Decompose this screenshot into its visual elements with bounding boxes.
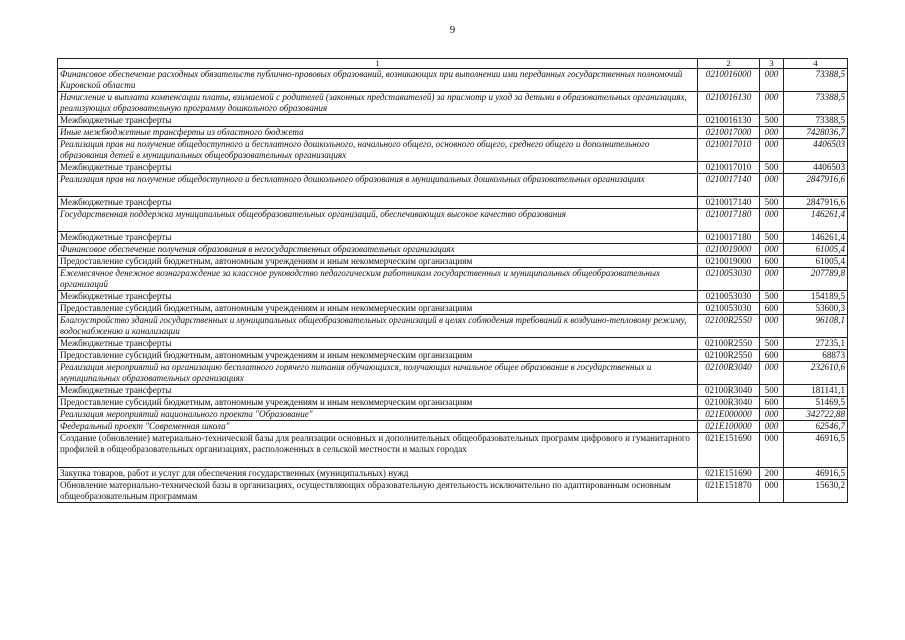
row-vr-cell: 000	[760, 362, 784, 385]
row-amount-cell: 154189,5	[784, 291, 848, 303]
row-name-cell: Реализация прав на получение общедоступного и бесплатного дошкольного образования в муниципальных дошкольных образовательных организациях	[58, 174, 698, 197]
row-code-cell: 021E151690	[698, 468, 760, 480]
table-row	[58, 209, 848, 232]
table-row	[58, 409, 848, 421]
row-vr-cell: 000	[760, 244, 784, 256]
row-name-cell: Финансовое обеспечение расходных обязательств публично-правовых образований, возникающих при выполнении ими переданных государственных полномочий Кировской области	[58, 69, 698, 92]
row-code-cell: 0210017140	[698, 174, 760, 197]
row-vr-cell: 000	[760, 433, 784, 468]
row-name-cell: Финансовое обеспечение получения образования в негосударственных образовательных организациях	[58, 244, 698, 256]
row-name-cell: Межбюджетные трансферты	[58, 162, 698, 174]
row-vr-cell: 600	[760, 397, 784, 409]
row-name-cell: Предоставление субсидий бюджетным, автономным учреждениям и иным некоммерческим организациям	[58, 350, 698, 362]
row-amount-cell: 61005,4	[784, 244, 848, 256]
row-code-cell: 0210017180	[698, 232, 760, 244]
row-name-cell: Обновление материально-технической базы в организациях, осуществляющих образовательную деятельность исключительно по адаптированным основным общеобразовательным программам	[58, 480, 698, 503]
row-name-cell: Реализация мероприятий национального проекта "Образование"	[58, 409, 698, 421]
table-row	[58, 362, 848, 385]
row-vr-cell: 500	[760, 197, 784, 209]
row-vr-cell: 500	[760, 232, 784, 244]
row-code-cell: 0210016130	[698, 92, 760, 115]
row-vr-cell: 000	[760, 421, 784, 433]
row-amount-cell: 146261,4	[784, 209, 848, 232]
row-code-cell: 02100R2550	[698, 315, 760, 338]
row-code-cell: 0210019000	[698, 256, 760, 268]
row-name-cell: Межбюджетные трансферты	[58, 232, 698, 244]
row-code-cell: 021E100000	[698, 421, 760, 433]
row-amount-cell: 73388,5	[784, 69, 848, 92]
row-vr-cell: 000	[760, 174, 784, 197]
row-code-cell: 0210017000	[698, 127, 760, 139]
row-name-cell: Закупка товаров, работ и услуг для обеспечения государственных (муниципальных) нужд	[58, 468, 698, 480]
row-vr-cell: 600	[760, 350, 784, 362]
row-amount-cell: 73388,5	[784, 92, 848, 115]
table-row	[58, 397, 848, 409]
row-name-cell: Межбюджетные трансферты	[58, 291, 698, 303]
page-number: 9	[449, 24, 456, 36]
row-code-cell: 0210017140	[698, 197, 760, 209]
row-name-cell: Реализация мероприятий на организацию бесплатного горячего питания обучающихся, получающих начальное общее образование в государственных и муниципальных образовательных организациях	[58, 362, 698, 385]
header-col-amount: 4	[784, 59, 848, 69]
header-col-vr: 3	[760, 59, 784, 69]
row-amount-cell: 207789,8	[784, 268, 848, 291]
header-col-code: 2	[698, 59, 760, 69]
row-vr-cell: 000	[760, 139, 784, 162]
row-vr-cell: 000	[760, 69, 784, 92]
header-col-name: 1	[58, 59, 698, 69]
row-amount-cell: 7428036,7	[784, 127, 848, 139]
row-code-cell: 0210053030	[698, 291, 760, 303]
row-name-cell: Начисление и выплата компенсации платы, взимаемой с родителей (законных представителей) за присмотр и уход за детьми в образовательных организациях, реализующих образовательную программу дошкольного образования	[58, 92, 698, 115]
table-row	[58, 433, 848, 468]
row-amount-cell: 51469,5	[784, 397, 848, 409]
row-name-cell: Межбюджетные трансферты	[58, 115, 698, 127]
table-row	[58, 291, 848, 303]
table-row	[58, 268, 848, 291]
row-name-cell: Предоставление субсидий бюджетным, автономным учреждениям и иным некоммерческим организациям	[58, 397, 698, 409]
table-row	[58, 350, 848, 362]
row-amount-cell: 62546,7	[784, 421, 848, 433]
row-code-cell: 02100R2550	[698, 350, 760, 362]
row-code-cell: 0210016130	[698, 115, 760, 127]
row-amount-cell: 146261,4	[784, 232, 848, 244]
row-name-cell: Ежемесячное денежное вознаграждение за классное руководство педагогическим работникам государственных и муниципальных общеобразовательных организаций	[58, 268, 698, 291]
table-header-row	[58, 59, 848, 69]
row-amount-cell: 232610,6	[784, 362, 848, 385]
table-row	[58, 468, 848, 480]
row-name-cell: Иные межбюджетные трансферты из областного бюджета	[58, 127, 698, 139]
row-amount-cell: 342722,88	[784, 409, 848, 421]
row-code-cell: 021E151690	[698, 433, 760, 468]
row-code-cell: 0210017010	[698, 139, 760, 162]
table-row	[58, 303, 848, 315]
row-vr-cell: 500	[760, 115, 784, 127]
row-amount-cell: 4406503	[784, 162, 848, 174]
row-name-cell: Предоставление субсидий бюджетным, автономным учреждениям и иным некоммерческим организациям	[58, 256, 698, 268]
table-row	[58, 115, 848, 127]
row-name-cell: Межбюджетные трансферты	[58, 385, 698, 397]
row-amount-cell: 15630,2	[784, 480, 848, 503]
row-code-cell: 0210017010	[698, 162, 760, 174]
table-row	[58, 162, 848, 174]
row-name-cell: Создание (обновление) материально-технической базы для реализации основных и дополнительных общеобразовательных программ цифрового и гуманитарного профилей в общеобразовательных организациях, расположенных в сельской местности и малых городах	[58, 433, 698, 468]
table-row	[58, 197, 848, 209]
row-amount-cell: 68873	[784, 350, 848, 362]
row-vr-cell: 200	[760, 468, 784, 480]
row-vr-cell: 000	[760, 480, 784, 503]
table-row	[58, 232, 848, 244]
row-code-cell: 0210016000	[698, 69, 760, 92]
row-vr-cell: 000	[760, 268, 784, 291]
row-code-cell: 0210019000	[698, 244, 760, 256]
table-row	[58, 139, 848, 162]
row-amount-cell: 61005,4	[784, 256, 848, 268]
table-row	[58, 385, 848, 397]
table-row	[58, 174, 848, 197]
row-vr-cell: 000	[760, 409, 784, 421]
row-code-cell: 0210053030	[698, 303, 760, 315]
row-amount-cell: 181141,1	[784, 385, 848, 397]
row-code-cell: 02100R3040	[698, 385, 760, 397]
row-name-cell: Межбюджетные трансферты	[58, 197, 698, 209]
row-vr-cell: 500	[760, 338, 784, 350]
row-vr-cell: 000	[760, 315, 784, 338]
row-code-cell: 02100R3040	[698, 397, 760, 409]
row-vr-cell: 500	[760, 291, 784, 303]
row-amount-cell: 27235,1	[784, 338, 848, 350]
row-amount-cell: 53600,3	[784, 303, 848, 315]
table-row	[58, 480, 848, 503]
row-name-cell: Межбюджетные трансферты	[58, 338, 698, 350]
row-code-cell: 0210017180	[698, 209, 760, 232]
table-row	[58, 127, 848, 139]
row-vr-cell: 500	[760, 385, 784, 397]
row-name-cell: Реализация прав на получение общедоступного и бесплатного дошкольного, начального общего, основного общего, среднего общего и дополнительного образования детей в муниципальных общеобразовательных организациях	[58, 139, 698, 162]
row-name-cell: Благоустройство зданий государственных и муниципальных общеобразовательных организаций в целях соблюдения требований к воздушно-тепловому режиму, водоснабжению и канализации	[58, 315, 698, 338]
row-vr-cell: 600	[760, 303, 784, 315]
budget-table	[57, 58, 848, 503]
row-amount-cell: 46916,5	[784, 433, 848, 468]
row-amount-cell: 96108,1	[784, 315, 848, 338]
row-vr-cell: 000	[760, 209, 784, 232]
row-name-cell: Федеральный проект "Современная школа"	[58, 421, 698, 433]
row-code-cell: 021E000000	[698, 409, 760, 421]
row-amount-cell: 46916,5	[784, 468, 848, 480]
row-vr-cell: 000	[760, 127, 784, 139]
row-amount-cell: 2847916,6	[784, 174, 848, 197]
row-name-cell: Предоставление субсидий бюджетным, автономным учреждениям и иным некоммерческим организациям	[58, 303, 698, 315]
row-code-cell: 021E151870	[698, 480, 760, 503]
row-vr-cell: 600	[760, 256, 784, 268]
table-row	[58, 244, 848, 256]
table-row	[58, 69, 848, 92]
table-row	[58, 338, 848, 350]
row-code-cell: 02100R2550	[698, 338, 760, 350]
row-amount-cell: 4406503	[784, 139, 848, 162]
row-amount-cell: 2847916,6	[784, 197, 848, 209]
table-row	[58, 92, 848, 115]
row-vr-cell: 500	[760, 162, 784, 174]
row-name-cell: Государственная поддержка муниципальных общеобразовательных организаций, обеспечивающих высокое качество образования	[58, 209, 698, 232]
row-vr-cell: 000	[760, 92, 784, 115]
row-code-cell: 0210053030	[698, 268, 760, 291]
table-row	[58, 421, 848, 433]
row-code-cell: 02100R3040	[698, 362, 760, 385]
table-row	[58, 315, 848, 338]
table-row	[58, 256, 848, 268]
row-amount-cell: 73388,5	[784, 115, 848, 127]
